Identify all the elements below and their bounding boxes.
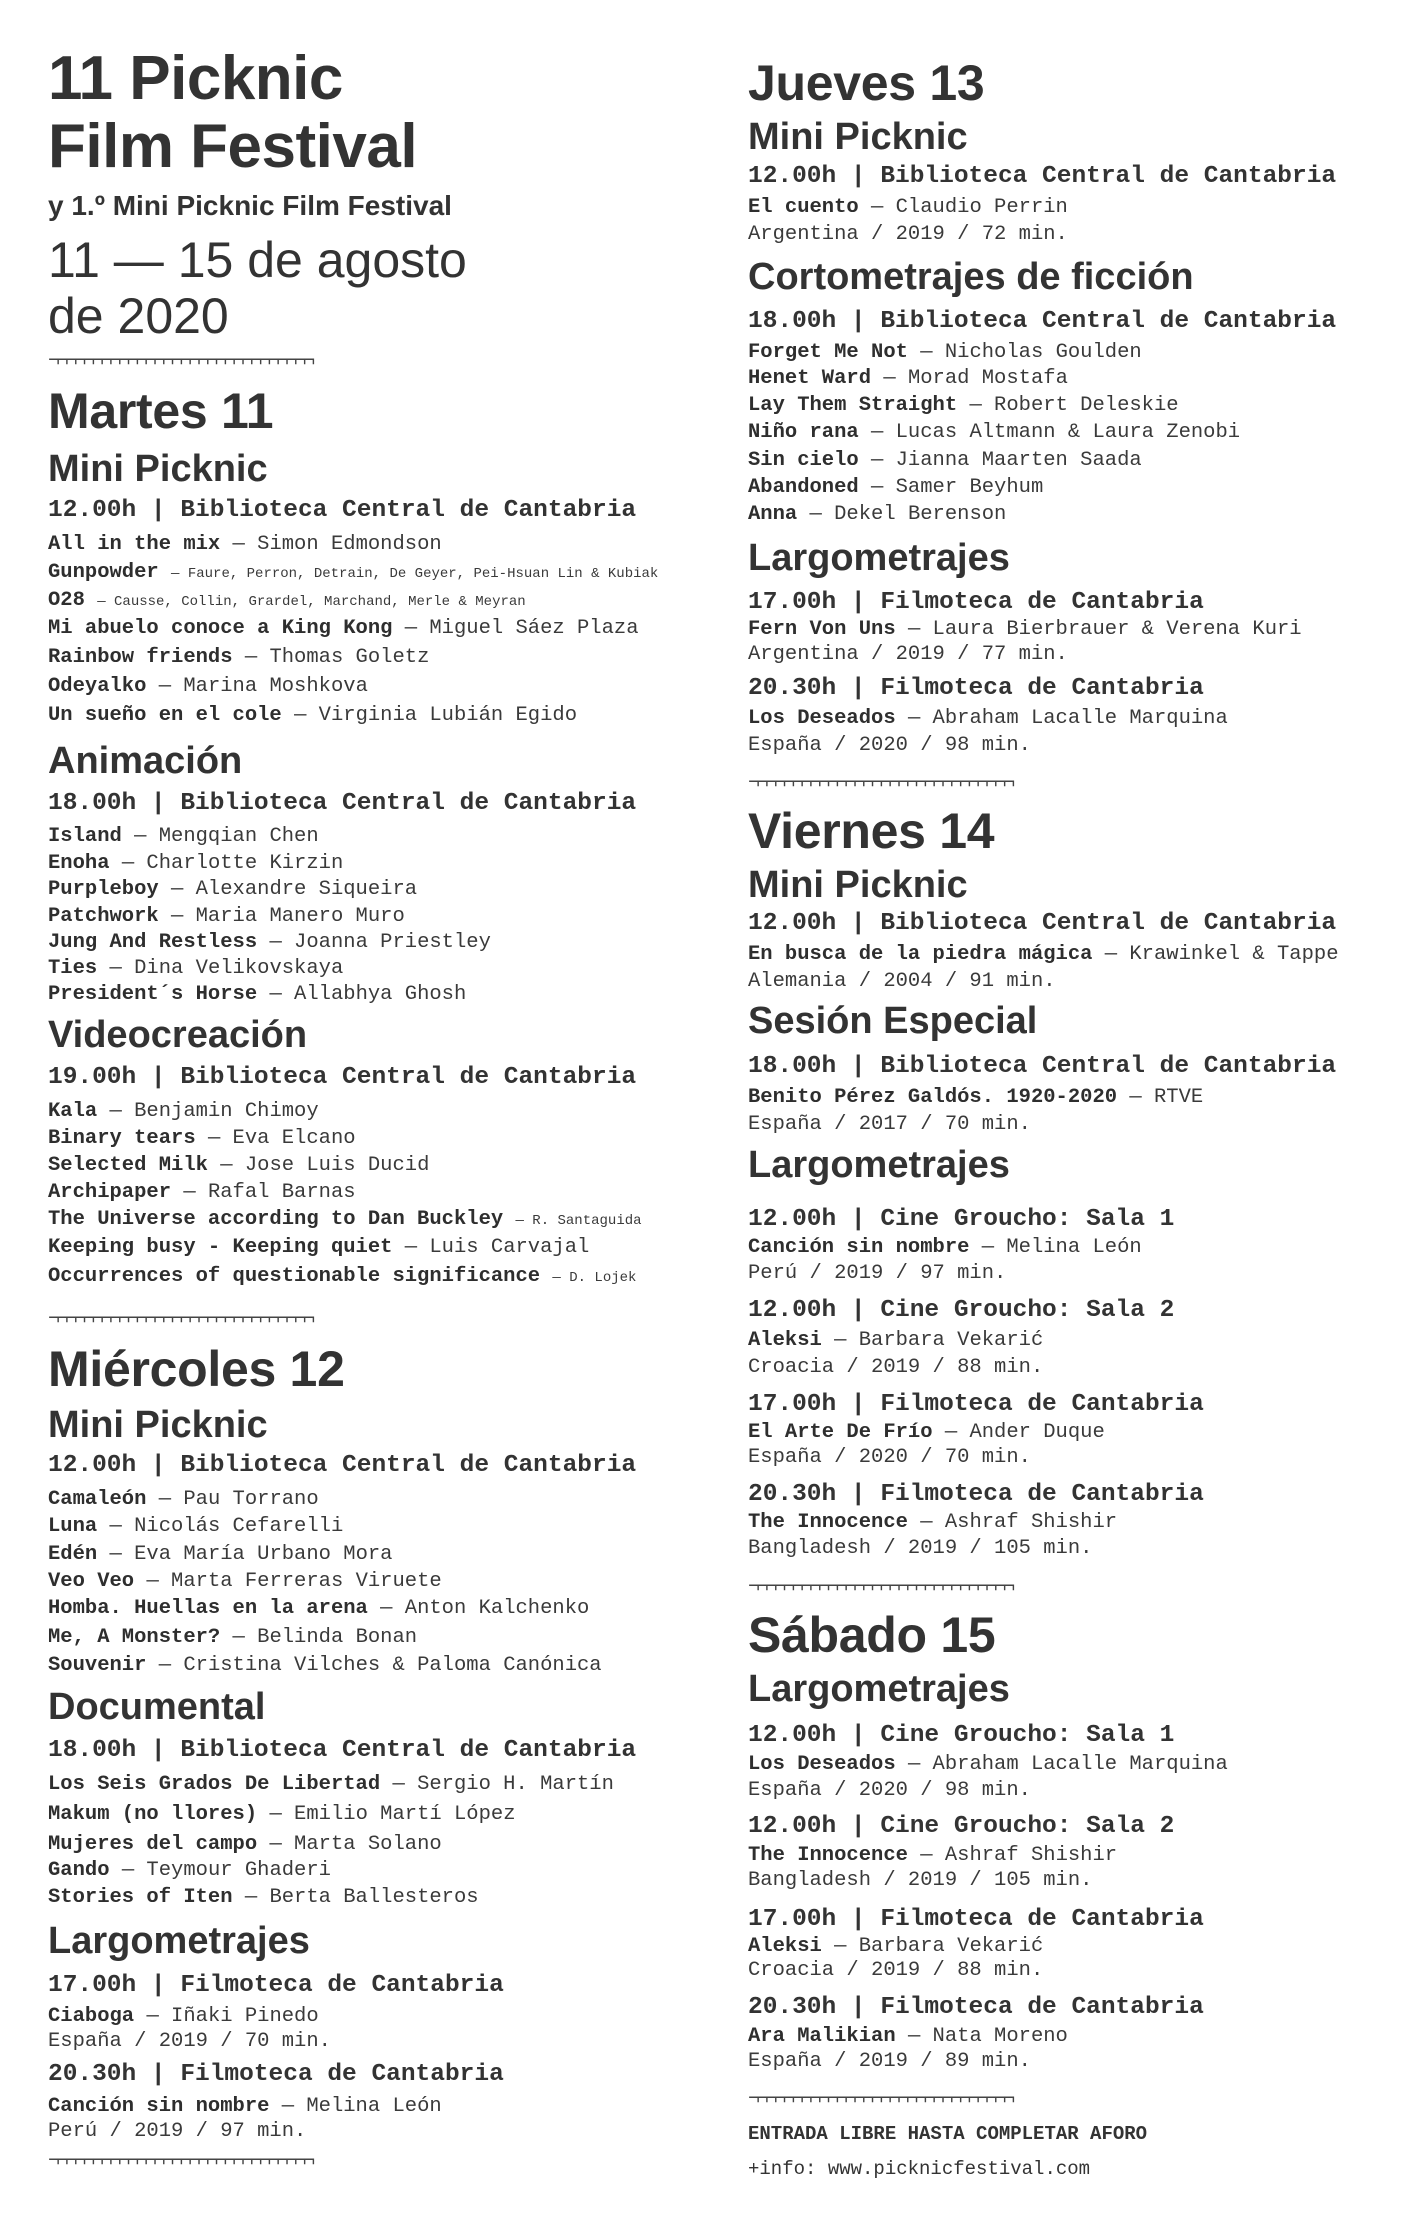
session-slot: 12.00h | Cine Groucho: Sala 2 — [748, 1297, 1175, 1324]
section-title: Mini Picknic — [48, 1404, 268, 1446]
day-heading-miercoles: Miércoles 12 — [48, 1341, 345, 1397]
film-entry — [48, 852, 343, 875]
film-director: — R. Santaguida — [515, 1213, 642, 1229]
divider-rule: ¬¬¬¬¬¬¬¬¬¬¬¬¬¬¬¬¬¬¬¬¬¬¬¬¬¬¬¬¬¬ — [748, 772, 1013, 795]
film-title: Enoha — [48, 852, 110, 875]
film-director: — Joanna Priestley — [269, 931, 491, 954]
film-title: Anna — [748, 503, 798, 526]
film-entry — [48, 533, 442, 556]
film-director: — Luis Carvajal — [404, 1236, 590, 1259]
day-heading-viernes: Viernes 14 — [748, 803, 995, 859]
film-meta: España / 2020 / 98 min. — [748, 734, 1031, 757]
section-title: Animación — [48, 740, 243, 782]
film-meta: Perú / 2019 / 97 min. — [748, 1262, 1007, 1285]
film-director: — Ashraf Shishir — [920, 1511, 1118, 1534]
film-entry — [48, 1265, 636, 1288]
film-title: Mujeres del campo — [48, 1833, 258, 1856]
film-entry — [748, 1236, 1142, 1259]
film-director: — Nata Moreno — [907, 2025, 1068, 2048]
film-title: Gunpowder — [48, 561, 159, 584]
film-entry — [48, 878, 417, 901]
film-director: — Laura Bierbrauer & Verena Kuri — [907, 618, 1302, 641]
film-entry — [748, 1421, 1105, 1444]
info-link[interactable]: +info: www.picknicfestival.com — [748, 2158, 1091, 2180]
session-slot: 12.00h | Biblioteca Central de Cantabria — [48, 1452, 637, 1479]
film-title: Mi abuelo conoce a King Kong — [48, 617, 393, 640]
film-entry — [48, 1654, 602, 1677]
film-director: — Allabhya Ghosh — [269, 983, 467, 1006]
section-title: Largometrajes — [748, 1668, 1010, 1710]
session-slot: 19.00h | Biblioteca Central de Cantabria — [48, 1064, 637, 1091]
film-director: — Simon Edmondson — [232, 533, 442, 556]
film-director: — Jianna Maarten Saada — [871, 449, 1142, 472]
session-slot: 18.00h | Biblioteca Central de Cantabria — [748, 1053, 1337, 1080]
film-entry — [48, 1208, 642, 1231]
film-director: — Dina Velikovskaya — [109, 957, 344, 980]
film-title: Henet Ward — [748, 367, 872, 390]
film-title: O28 — [48, 589, 85, 612]
film-title: The Universe according to Dan Buckley — [48, 1208, 504, 1231]
film-title: El Arte De Frío — [748, 1421, 933, 1444]
festival-dates-line2: de 2020 — [48, 288, 229, 344]
section-title: Documental — [48, 1686, 266, 1728]
film-title: Ara Malikian — [748, 2025, 896, 2048]
day-heading-jueves: Jueves 13 — [748, 55, 985, 111]
film-director: — Melina León — [281, 2095, 442, 2118]
film-director: — Charlotte Kirzin — [121, 852, 344, 875]
film-entry — [48, 704, 577, 727]
film-entry — [748, 1329, 1043, 1352]
film-director: — Faure, Perron, Detrain, De Geyer, Pei-Hsuan Lin & Kubiak — [171, 566, 659, 582]
film-title: Ciaboga — [48, 2005, 135, 2028]
film-title: Me, A Monster? — [48, 1626, 221, 1649]
festival-title-line1: 11 Picknic — [48, 44, 343, 113]
session-slot: 12.00h | Cine Groucho: Sala 2 — [748, 1813, 1175, 1840]
film-director: — Belinda Bonan — [232, 1626, 418, 1649]
film-entry — [48, 561, 658, 584]
film-title: Edén — [48, 1543, 98, 1566]
film-director: — Morad Mostafa — [883, 367, 1068, 390]
film-director: — Eva María Urbano Mora — [109, 1543, 393, 1566]
film-director: — Jose Luis Ducid — [220, 1154, 430, 1177]
film-entry — [48, 1154, 429, 1177]
film-title: Selected Milk — [48, 1154, 208, 1177]
film-title: Keeping busy - Keeping quiet — [48, 1236, 393, 1259]
film-entry — [748, 1753, 1228, 1776]
film-entry — [48, 1181, 356, 1204]
film-title: Makum (no llores) — [48, 1803, 258, 1826]
film-title: En busca de la piedra mágica — [748, 943, 1093, 966]
entry-notice: ENTRADA LIBRE HASTA COMPLETAR AFORO — [748, 2123, 1148, 2145]
day-heading-sabado: Sábado 15 — [748, 1607, 996, 1663]
session-slot: 12.00h | Cine Groucho: Sala 1 — [748, 1722, 1175, 1749]
session-slot: 18.00h | Biblioteca Central de Cantabria — [48, 790, 637, 817]
film-title: Homba. Huellas en la arena — [48, 1597, 368, 1620]
film-entry — [48, 646, 429, 669]
film-title: Lay Them Straight — [748, 394, 958, 417]
film-meta: Bangladesh / 2019 / 105 min. — [748, 1869, 1093, 1892]
festival-title-line2: Film Festival — [48, 112, 418, 181]
film-title: Binary tears — [48, 1127, 196, 1150]
film-title: Luna — [48, 1515, 98, 1538]
film-title: Sin cielo — [748, 449, 859, 472]
film-title: Odeyalko — [48, 675, 147, 698]
divider-rule: ¬¬¬¬¬¬¬¬¬¬¬¬¬¬¬¬¬¬¬¬¬¬¬¬¬¬¬¬¬¬ — [48, 1308, 313, 1331]
film-entry — [48, 1833, 442, 1856]
section-title: Cortometrajes de ficción — [748, 256, 1194, 298]
session-slot: 12.00h | Biblioteca Central de Cantabria — [748, 163, 1337, 190]
film-entry — [748, 367, 1068, 390]
film-meta: Perú / 2019 / 97 min. — [48, 2120, 307, 2143]
film-title: Los Deseados — [748, 707, 896, 730]
film-title: Abandoned — [748, 476, 859, 499]
film-entry — [48, 1515, 343, 1538]
film-entry — [748, 943, 1339, 966]
film-director: — Barbara Vekarić — [834, 1329, 1044, 1352]
film-entry — [748, 449, 1142, 472]
film-title: Occurrences of questionable significance — [48, 1265, 541, 1288]
divider-rule: ¬¬¬¬¬¬¬¬¬¬¬¬¬¬¬¬¬¬¬¬¬¬¬¬¬¬¬¬¬¬ — [748, 1576, 1013, 1599]
film-director: — Thomas Goletz — [244, 646, 430, 669]
film-entry — [748, 196, 1068, 219]
film-title: Canción sin nombre — [748, 1236, 970, 1259]
film-entry — [748, 618, 1302, 641]
film-title: El cuento — [748, 196, 859, 219]
session-slot: 12.00h | Cine Groucho: Sala 1 — [748, 1206, 1175, 1233]
film-entry — [48, 1127, 356, 1150]
film-director: — Melina León — [981, 1236, 1142, 1259]
film-title: Camaleón — [48, 1488, 147, 1511]
film-director: — Emilio Martí López — [269, 1803, 516, 1826]
film-title: Stories of Iten — [48, 1886, 233, 1909]
film-title: Purpleboy — [48, 878, 159, 901]
session-slot: 17.00h | Filmoteca de Cantabria — [748, 1391, 1204, 1418]
film-director: — Cristina Vilches & Paloma Canónica — [158, 1654, 602, 1677]
session-slot: 18.00h | Biblioteca Central de Cantabria — [748, 308, 1337, 335]
film-title: Forget Me Not — [748, 341, 908, 364]
film-title: Island — [48, 825, 122, 848]
film-title: Archipaper — [48, 1181, 172, 1204]
section-title: Largometrajes — [748, 1144, 1010, 1186]
film-director: — Sergio H. Martín — [392, 1773, 614, 1796]
film-director: — Maria Manero Muro — [171, 905, 405, 928]
film-director: — Anton Kalchenko — [380, 1597, 590, 1620]
film-director: — Marta Solano — [269, 1833, 442, 1856]
session-slot: 17.00h | Filmoteca de Cantabria — [748, 1906, 1204, 1933]
session-slot: 12.00h | Biblioteca Central de Cantabria — [48, 497, 637, 524]
film-director: — Krawinkel & Tappe — [1104, 943, 1339, 966]
film-title: Los Deseados — [748, 1753, 896, 1776]
film-title: Un sueño en el cole — [48, 704, 282, 727]
film-entry — [48, 2095, 442, 2118]
film-meta: España / 2017 / 70 min. — [748, 1113, 1031, 1136]
film-director: — Barbara Vekarić — [834, 1935, 1044, 1958]
film-title: Patchwork — [48, 905, 159, 928]
film-meta: España / 2019 / 89 min. — [748, 2050, 1031, 2073]
film-director: — Marta Ferreras Viruete — [146, 1570, 442, 1593]
section-title: Mini Picknic — [748, 864, 968, 906]
session-slot: 20.30h | Filmoteca de Cantabria — [48, 2061, 504, 2088]
film-meta: Croacia / 2019 / 88 min. — [748, 1356, 1044, 1379]
film-title: Niño rana — [748, 421, 859, 444]
film-entry — [48, 1570, 442, 1593]
film-title: Gando — [48, 1859, 110, 1882]
section-title: Mini Picknic — [48, 448, 268, 490]
section-title: Sesión Especial — [748, 1000, 1038, 1042]
film-meta: España / 2020 / 70 min. — [748, 1446, 1031, 1469]
film-entry — [48, 617, 639, 640]
film-director: — Nicolás Cefarelli — [109, 1515, 344, 1538]
film-title: Aleksi — [748, 1935, 822, 1958]
film-entry — [48, 1626, 417, 1649]
section-title: Largometrajes — [48, 1920, 310, 1962]
film-title: The Innocence — [748, 1511, 908, 1534]
film-meta: España / 2020 / 98 min. — [748, 1779, 1031, 1802]
film-entry — [48, 2005, 319, 2028]
session-slot: 12.00h | Biblioteca Central de Cantabria — [748, 910, 1337, 937]
film-director: — Pau Torrano — [158, 1488, 319, 1511]
film-director: — RTVE — [1129, 1086, 1204, 1109]
film-title: Canción sin nombre — [48, 2095, 270, 2118]
film-director: — Causse, Collin, Grardel, Marchand, Merle & Meyran — [97, 594, 526, 610]
session-slot: 20.30h | Filmoteca de Cantabria — [748, 1481, 1204, 1508]
film-director: — D. Lojek — [552, 1270, 637, 1286]
film-title: Aleksi — [748, 1329, 822, 1352]
film-title: Veo Veo — [48, 1570, 135, 1593]
film-entry — [48, 1859, 331, 1882]
film-title: President´s Horse — [48, 983, 258, 1006]
film-entry — [748, 1844, 1117, 1867]
film-meta: Alemania / 2004 / 91 min. — [748, 970, 1056, 993]
film-entry — [48, 1100, 319, 1123]
film-director: — Dekel Berenson — [809, 503, 1007, 526]
film-title: The Innocence — [748, 1844, 908, 1867]
film-director: — Nicholas Goulden — [920, 341, 1142, 364]
session-slot: 18.00h | Biblioteca Central de Cantabria — [48, 1737, 637, 1764]
film-entry — [48, 1597, 589, 1620]
film-entry — [748, 2025, 1068, 2048]
film-title: Los Seis Grados De Libertad — [48, 1773, 381, 1796]
session-slot: 20.30h | Filmoteca de Cantabria — [748, 1994, 1204, 2021]
film-entry — [748, 503, 1006, 526]
film-title: Ties — [48, 957, 98, 980]
film-director: — Miguel Sáez Plaza — [404, 617, 639, 640]
film-title: Jung And Restless — [48, 931, 258, 954]
film-entry — [48, 1773, 614, 1796]
day-heading-martes: Martes 11 — [48, 383, 274, 439]
divider-rule: ¬¬¬¬¬¬¬¬¬¬¬¬¬¬¬¬¬¬¬¬¬¬¬¬¬¬¬¬¬¬ — [48, 2150, 313, 2173]
film-director: — Benjamin Chimoy — [109, 1100, 319, 1123]
film-title: Benito Pérez Galdós. 1920-2020 — [748, 1086, 1118, 1109]
film-meta: España / 2019 / 70 min. — [48, 2030, 331, 2053]
film-entry — [48, 983, 466, 1006]
film-title: All in the mix — [48, 533, 221, 556]
session-slot: 17.00h | Filmoteca de Cantabria — [48, 1972, 504, 1999]
film-entry — [48, 1886, 479, 1909]
film-director: — Marina Moshkova — [158, 675, 368, 698]
festival-subtitle: y 1.º Mini Picknic Film Festival — [48, 190, 452, 221]
film-director: — Berta Ballesteros — [244, 1886, 479, 1909]
section-title: Largometrajes — [748, 537, 1010, 579]
film-director: — Rafal Barnas — [183, 1181, 356, 1204]
film-director: — Eva Elcano — [207, 1127, 356, 1150]
film-entry — [48, 1236, 589, 1259]
festival-dates-line1: 11 — 15 de agosto — [48, 232, 467, 288]
film-entry — [48, 825, 319, 848]
film-director: — Robert Deleskie — [969, 394, 1179, 417]
film-meta: Croacia / 2019 / 88 min. — [748, 1959, 1044, 1982]
film-director: — Mengqian Chen — [134, 825, 319, 848]
section-title: Videocreación — [48, 1014, 308, 1056]
divider-rule: ¬¬¬¬¬¬¬¬¬¬¬¬¬¬¬¬¬¬¬¬¬¬¬¬¬¬¬¬¬¬ — [748, 2088, 1013, 2111]
film-entry — [48, 589, 526, 612]
film-entry — [748, 1086, 1203, 1109]
film-director: — Samer Beyhum — [871, 476, 1044, 499]
film-meta: Bangladesh / 2019 / 105 min. — [748, 1537, 1093, 1560]
film-director: — Ashraf Shishir — [920, 1844, 1118, 1867]
film-entry — [48, 905, 405, 928]
film-entry — [748, 707, 1228, 730]
film-entry — [748, 476, 1043, 499]
film-director: — Abraham Lacalle Marquina — [907, 1753, 1228, 1776]
film-title: Kala — [48, 1100, 98, 1123]
film-director: — Ander Duque — [944, 1421, 1105, 1444]
film-title: Rainbow friends — [48, 646, 233, 669]
film-director: — Abraham Lacalle Marquina — [907, 707, 1228, 730]
film-director: — Lucas Altmann & Laura Zenobi — [871, 421, 1241, 444]
film-entry — [748, 341, 1142, 364]
film-entry — [48, 675, 368, 698]
film-entry — [48, 1803, 516, 1826]
film-title: Souvenir — [48, 1654, 147, 1677]
film-entry — [48, 1488, 319, 1511]
film-entry — [748, 421, 1240, 444]
section-title: Mini Picknic — [748, 116, 968, 158]
film-title: Fern Von Uns — [748, 618, 896, 641]
session-slot: 17.00h | Filmoteca de Cantabria — [748, 589, 1204, 616]
film-entry — [748, 1511, 1117, 1534]
divider-rule: ¬¬¬¬¬¬¬¬¬¬¬¬¬¬¬¬¬¬¬¬¬¬¬¬¬¬¬¬¬¬ — [48, 350, 313, 373]
film-entry — [748, 1935, 1043, 1958]
film-meta: Argentina / 2019 / 77 min. — [748, 643, 1068, 666]
film-entry — [748, 394, 1179, 417]
film-director: — Claudio Perrin — [871, 196, 1068, 219]
session-slot: 20.30h | Filmoteca de Cantabria — [748, 675, 1204, 702]
film-director: — Iñaki Pinedo — [146, 2005, 319, 2028]
film-director: — Alexandre Siqueira — [171, 878, 418, 901]
film-entry — [48, 1543, 392, 1566]
film-director: — Teymour Ghaderi — [121, 1859, 331, 1882]
film-director: — Virginia Lubián Egido — [294, 704, 578, 727]
film-meta: Argentina / 2019 / 72 min. — [748, 223, 1068, 246]
film-entry — [48, 931, 491, 954]
film-entry — [48, 957, 343, 980]
